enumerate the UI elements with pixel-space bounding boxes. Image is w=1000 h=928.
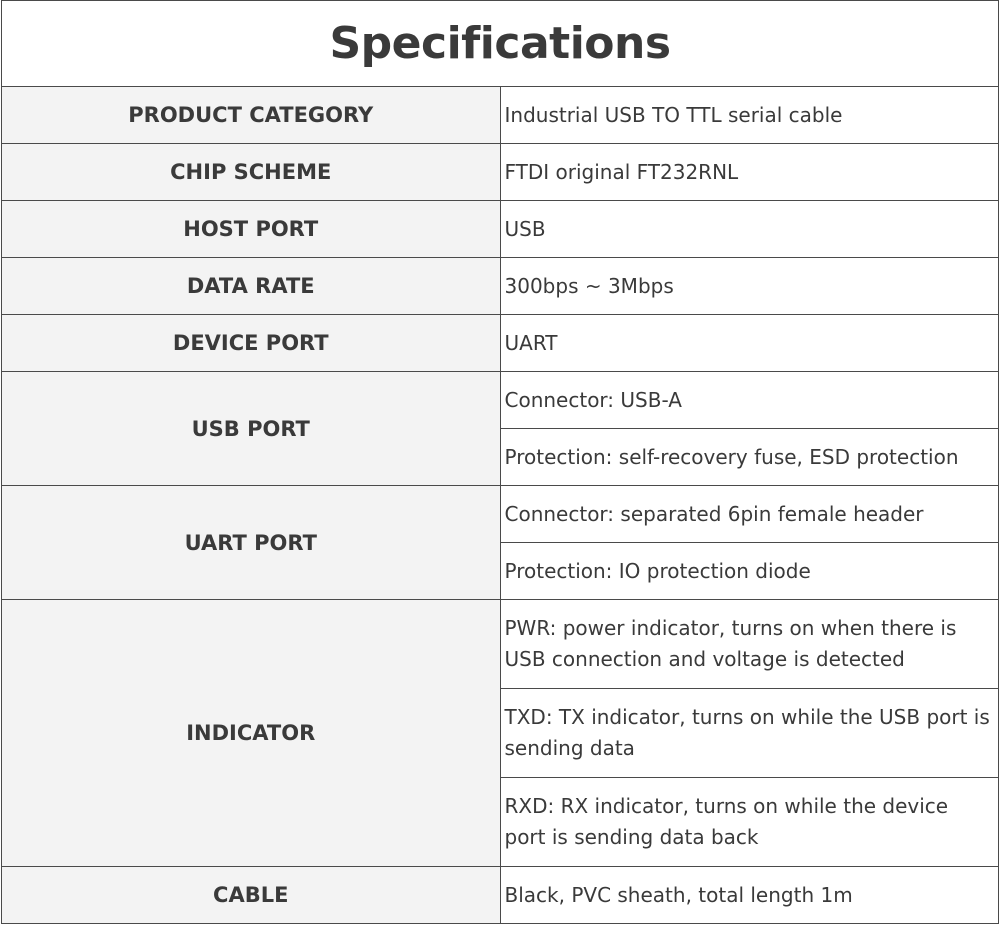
spec-label: UART PORT xyxy=(2,486,501,600)
table-title: Specifications xyxy=(2,1,999,87)
spec-value: Black, PVC sheath, total length 1m xyxy=(500,867,999,924)
table-row xyxy=(2,144,999,201)
specifications-table xyxy=(1,0,999,924)
spec-value: 300bps ~ 3Mbps xyxy=(500,258,999,315)
title-row xyxy=(2,1,999,87)
spec-label: HOST PORT xyxy=(2,201,501,258)
spec-label: USB PORT xyxy=(2,372,501,486)
spec-label: PRODUCT CATEGORY xyxy=(2,87,501,144)
spec-label: DATA RATE xyxy=(2,258,501,315)
spec-value: Connector: separated 6pin female header xyxy=(500,486,999,543)
spec-value: UART xyxy=(500,315,999,372)
table-row xyxy=(2,867,999,924)
table-row xyxy=(2,87,999,144)
spec-value: RXD: RX indicator, turns on while the device port is sending data back xyxy=(500,778,999,867)
spec-value: USB xyxy=(500,201,999,258)
spec-label: CABLE xyxy=(2,867,501,924)
table-row xyxy=(2,315,999,372)
table-row xyxy=(2,258,999,315)
spec-value: TXD: TX indicator, turns on while the USB port is sending data xyxy=(500,689,999,778)
table-row xyxy=(2,372,999,429)
spec-value: FTDI original FT232RNL xyxy=(500,144,999,201)
spec-label: DEVICE PORT xyxy=(2,315,501,372)
table-row xyxy=(2,600,999,689)
spec-label: CHIP SCHEME xyxy=(2,144,501,201)
spec-label: INDICATOR xyxy=(2,600,501,867)
table-row xyxy=(2,486,999,543)
table-row xyxy=(2,201,999,258)
spec-value: Protection: self-recovery fuse, ESD protection xyxy=(500,429,999,486)
spec-value: PWR: power indicator, turns on when there is USB connection and voltage is detected xyxy=(500,600,999,689)
spec-value: Industrial USB TO TTL serial cable xyxy=(500,87,999,144)
spec-value: Connector: USB-A xyxy=(500,372,999,429)
spec-value: Protection: IO protection diode xyxy=(500,543,999,600)
